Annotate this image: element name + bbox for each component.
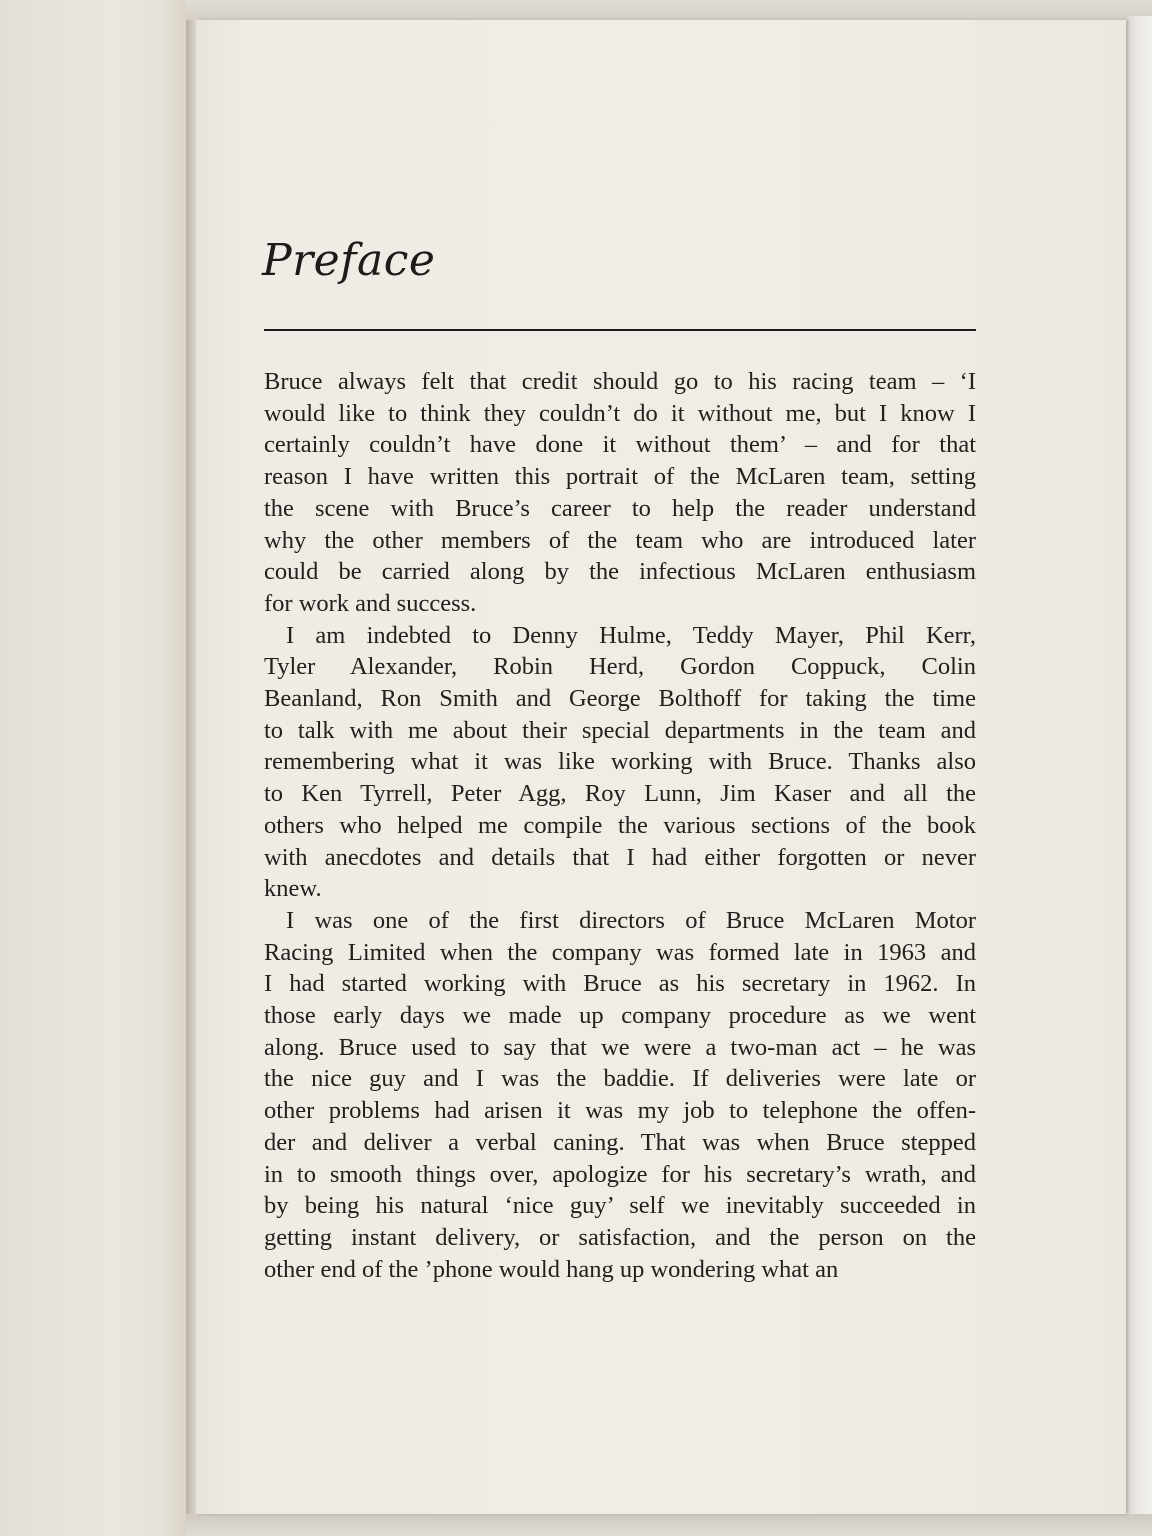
text-line: Beanland, Ron Smith and George Bolthoff for taking the time <box>264 685 976 713</box>
text-line: I was one of the first directors of Bruce McLaren Motor <box>286 906 976 934</box>
text-line: by being his natural ‘nice guy’ self we inevitably succeeded in <box>264 1192 976 1220</box>
text-line: other problems had arisen it was my job to telephone the offen- <box>264 1097 976 1125</box>
text-line: why the other members of the team who are introduced later <box>264 526 976 554</box>
paragraph <box>264 905 976 1285</box>
text-line: certainly couldn’t have done it without them’ – and for that <box>264 431 976 459</box>
preface-body <box>264 366 976 1285</box>
text-line: knew. <box>264 875 322 903</box>
text-line: getting instant delivery, or satisfaction, and the person on the <box>264 1223 976 1251</box>
text-line: with anecdotes and details that I had either forgotten or never <box>264 843 976 871</box>
text-line: Tyler Alexander, Robin Herd, Gordon Coppuck, Colin <box>264 653 976 681</box>
page-top-edge <box>186 0 1152 20</box>
text-line: to Ken Tyrrell, Peter Agg, Roy Lunn, Jim Kaser and all the <box>264 780 976 808</box>
text-line: Bruce always felt that credit should go to his racing team – ‘I <box>264 368 976 395</box>
text-line: I had started working with Bruce as his secretary in 1962. In <box>264 970 976 998</box>
left-facing-page <box>0 0 187 1536</box>
text-line: for work and success. <box>264 589 477 617</box>
text-line: others who helped me compile the various sections of the book <box>264 811 976 839</box>
text-line: der and deliver a verbal caning. That was when Bruce stepped <box>264 1128 976 1156</box>
paragraph <box>264 366 976 620</box>
text-line: I am indebted to Denny Hulme, Teddy Mayer, Phil Kerr, <box>286 621 976 649</box>
text-line: remembering what it was like working with Bruce. Thanks also <box>264 748 976 776</box>
text-line: Racing Limited when the company was formed late in 1963 and <box>264 938 976 966</box>
page-right-edge <box>1126 16 1152 1520</box>
title-rule <box>264 329 976 331</box>
text-line: could be carried along by the infectious McLaren enthusiasm <box>264 558 976 586</box>
text-line: the scene with Bruce’s career to help the reader understand <box>264 494 976 522</box>
page-title: Preface <box>262 235 436 286</box>
text-line: reason I have written this portrait of the McLaren team, setting <box>264 463 976 491</box>
text-line: would like to think they couldn’t do it without me, but I know I <box>264 399 976 427</box>
paragraph <box>264 620 976 905</box>
text-line: to talk with me about their special departments in the team and <box>264 716 976 744</box>
text-line: those early days we made up company procedure as we went <box>264 1002 976 1030</box>
text-line: in to smooth things over, apologize for his secretary’s wrath, and <box>264 1160 976 1188</box>
text-line: the nice guy and I was the baddie. If deliveries were late or <box>264 1065 976 1093</box>
text-line: along. Bruce used to say that we were a two-man act – he was <box>264 1033 976 1061</box>
text-line: other end of the ’phone would hang up wondering what an <box>264 1255 839 1283</box>
page-bottom-edge <box>186 1514 1152 1536</box>
